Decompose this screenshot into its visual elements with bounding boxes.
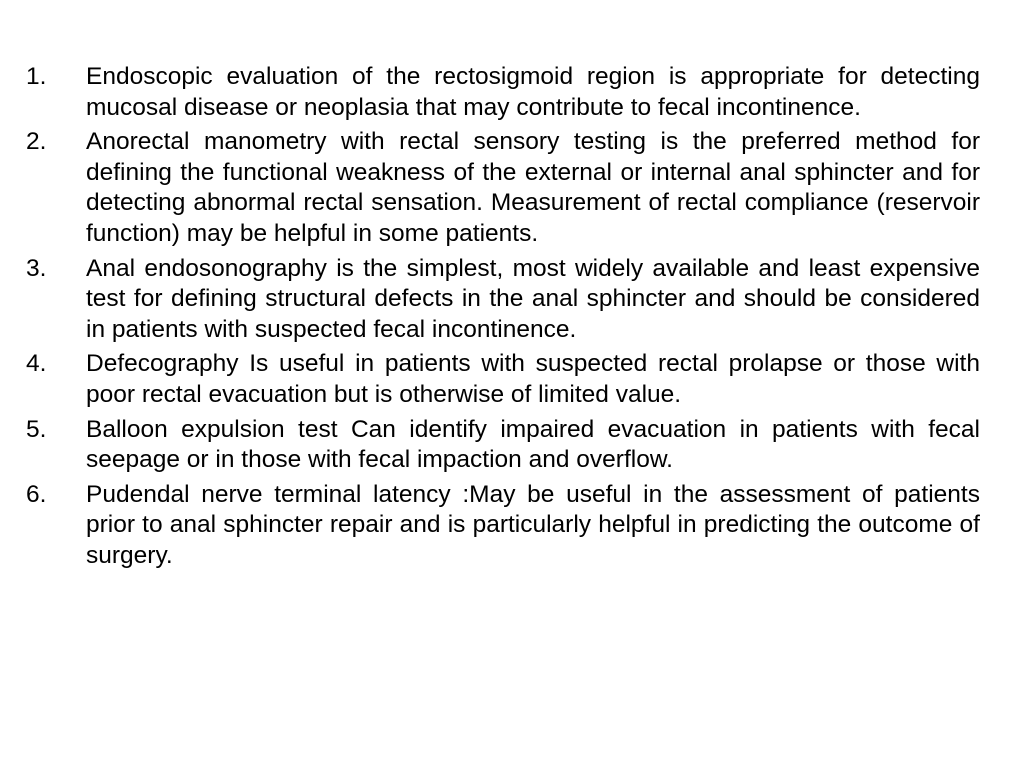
list-item-text: Balloon expulsion test Can identify impaired evacuation in patients with fecal seepage or in those with fecal impaction and overflow. [86,415,980,474]
list-item-number: 5. [26,415,47,443]
list-item [26,349,980,410]
list-item [26,62,980,123]
list-item-number: 4. [26,350,47,378]
list-item-text: Anorectal manometry with rectal sensory testing is the preferred method for defining the functional weakness of the external or internal anal sphincter and for detecting abnormal rectal sensation. Measurement of rectal compliance (reservoir function) may be helpful in some patients. [86,128,980,247]
list-item-text: Defecography Is useful in patients with suspected rectal prolapse or those with poor rectal evacuation but is otherwise of limited value. [86,350,980,408]
list-item-number: 6. [26,480,47,508]
numbered-list [26,62,980,576]
list-item [26,415,980,476]
list-item-number: 3. [26,254,47,282]
list-item-number: 2. [26,128,47,156]
list-item-number: 1. [26,63,47,90]
list-item-text: Endoscopic evaluation of the rectosigmoid region is appropriate for detecting mucosal disease or neoplasia that may contribute to fecal incontinence. [86,63,980,121]
list-item-text: Pudendal nerve terminal latency :May be useful in the assessment of patients prior to anal sphincter repair and is particularly helpful in predicting the outcome of surgery. [86,480,980,569]
list-item [26,480,980,572]
list-item [26,254,980,346]
list-item-text: Anal endosonography is the simplest, most widely available and least expensive test for defining structural defects in the anal sphincter and should be considered in patients with suspected fecal incontinence. [86,254,980,343]
list-item [26,127,980,249]
